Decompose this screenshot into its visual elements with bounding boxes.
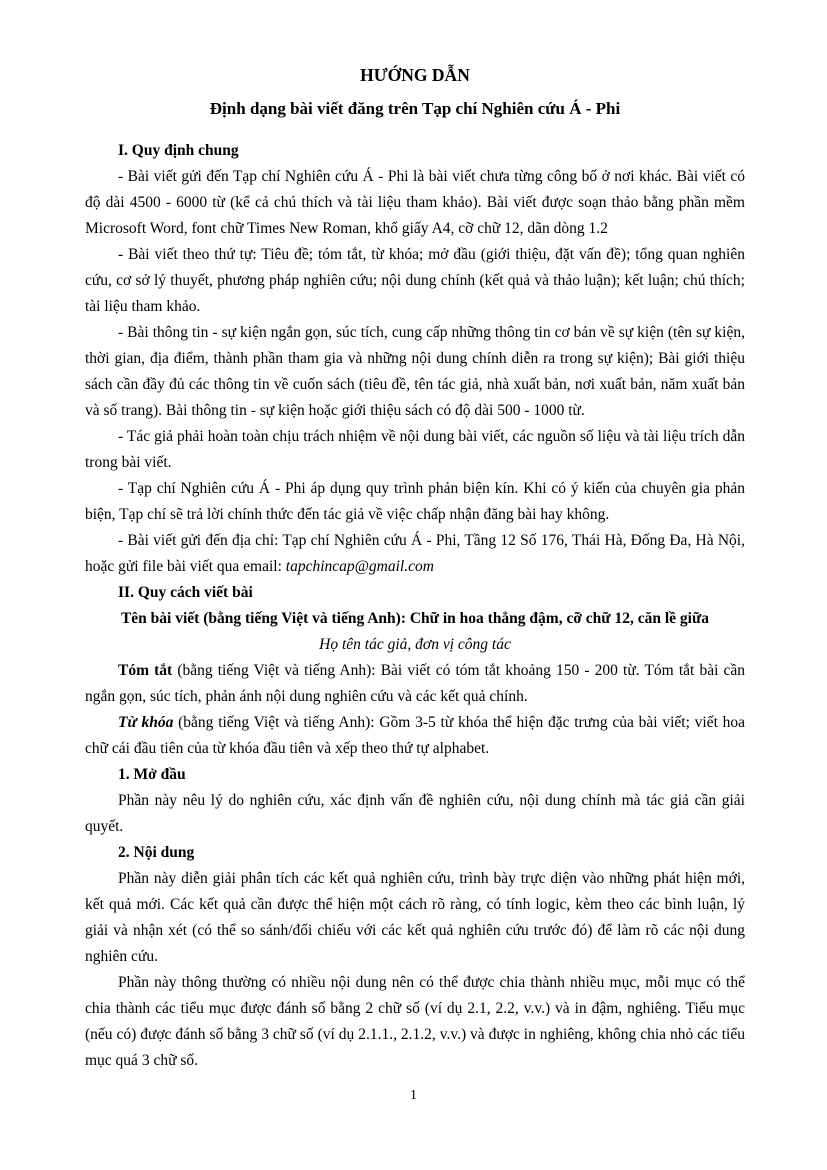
section-heading-writing-format: II. Quy cách viết bài xyxy=(118,584,253,601)
abstract-text: (bằng tiếng Việt và tiếng Anh): Bài viết có tóm tắt khoảng 150 - 200 từ. Tóm tắt bài cần ngắn gọn, súc tích, phản ánh nội dung nghiên cứu và các kết quả chính. xyxy=(85,662,746,705)
paragraph-peer-review: - Tạp chí Nghiên cứu Á - Phi áp dụng quy trình phản biện kín. Khi có ý kiến của chuyên gia phản biện, Tạp chí sẽ trả lời chính thức đến tác giả về việc chấp nhận đăng bài hay không. xyxy=(85,480,745,523)
paragraph-submission-rules: - Bài viết gửi đến Tạp chí Nghiên cứu Á - Phi là bài viết chưa từng công bố ở nơi khác. Bài viết có độ dài 4500 - 6000 từ (kể cả chú thích và tài liệu tham khảo). Bài viết được soạn thảo bằng phần mềm Microsoft Word, font chữ Times New Roman, khổ giấy A4, cỡ chữ 12, dãn dòng 1.2 xyxy=(85,168,745,237)
page-number: 1 xyxy=(410,1088,417,1103)
paragraph-news-book-review: - Bài thông tin - sự kiện ngắn gọn, súc tích, cung cấp những thông tin cơ bản về sự kiện (tên sự kiện, thời gian, địa điểm, thành phần tham gia và những nội dung chính diễn ra trong sự kiện); Bài giới thiệu sách cần đầy đủ các thông tin về cuốn sách (tiêu đề, tên tác giả, nhà xuất bản, nơi xuất bản, năm xuất bản và số trang). Bài thông tin - sự kiện hoặc giới thiệu sách có độ dài 500 - 1000 từ. xyxy=(85,324,745,419)
paragraph-article-order: - Bài viết theo thứ tự: Tiêu đề; tóm tắt, từ khóa; mở đầu (giới thiệu, đặt vấn đề); tổng quan nghiên cứu, cơ sở lý thuyết, phương pháp nghiên cứu; nội dung chính (kết quả và thảo luận); kết luận; chú thích; tài liệu tham khảo. xyxy=(85,246,745,315)
document-subtitle: Định dạng bài viết đăng trên Tạp chí Nghiên cứu Á - Phi xyxy=(209,99,621,118)
keywords-text: (bằng tiếng Việt và tiếng Anh): Gồm 3-5 từ khóa thể hiện đặc trưng của bài viết; viết hoa chữ cái đầu tiên của từ khóa đầu tiên và xếp theo thứ tự alphabet. xyxy=(85,714,746,757)
paragraph-introduction: Phần này nêu lý do nghiên cứu, xác định vấn đề nghiên cứu, nội dung chính mà tác giả cần giải quyết. xyxy=(85,792,745,835)
rule-article-title: Tên bài viết (bằng tiếng Việt và tiếng Anh): Chữ in hoa thẳng đậm, cỡ chữ 12, căn lề giữa xyxy=(120,610,710,627)
rule-author-name: Họ tên tác giả, đơn vị công tác xyxy=(319,636,511,653)
paragraph-abstract-rule xyxy=(85,658,745,710)
abstract-label: Tóm tắt xyxy=(118,662,173,679)
document-title: HƯỚNG DẪN xyxy=(360,65,470,85)
subsection-heading-content: 2. Nội dung xyxy=(118,844,195,861)
address-text: - Bài viết gửi đến địa chỉ: Tạp chí Nghiên cứu Á - Phi, Tầng 12 Số 176, Thái Hà, Đống Đa, Hà Nội, hoặc gửi file bài viết qua email: xyxy=(85,532,745,575)
paragraph-content-results: Phần này diễn giải phân tích các kết quả nghiên cứu, trình bày trực diện vào những phát hiện mới, kết quả mới. Các kết quả cần được thể hiện một cách rõ ràng, có tính logic, kèm theo các bình luận, lý giải và nhận xét (có thể so sánh/đối chiếu với các kết quả nghiên cứu trước đó) để làm rõ các nội dung nghiên cứu. xyxy=(85,870,745,965)
paragraph-keywords-rule xyxy=(85,710,745,762)
section-heading-general-rules: I. Quy định chung xyxy=(118,142,239,159)
keywords-label: Từ khóa xyxy=(118,714,174,731)
paragraph-content-numbering: Phần này thông thường có nhiều nội dung nên có thể được chia thành nhiều mục, mỗi mục có thể chia thành các tiểu mục được đánh số bằng 2 chữ số (ví dụ 2.1, 2.2, v.v.) và in đậm, nghiêng. Tiểu mục (nếu có) được đánh số bằng 3 chữ số (ví dụ 2.1.1., 2.1.2, v.v.) và được in nghiêng, không chia nhỏ các tiểu mục quá 3 chữ số. xyxy=(85,974,745,1069)
email-address: tapchincap@gmail.com xyxy=(285,558,434,575)
subsection-heading-introduction: 1. Mở đầu xyxy=(118,766,186,783)
paragraph-author-responsibility: - Tác giả phải hoàn toàn chịu trách nhiệm về nội dung bài viết, các nguồn số liệu và tài liệu trích dẫn trong bài viết. xyxy=(85,428,745,471)
paragraph-submission-address xyxy=(85,528,745,580)
